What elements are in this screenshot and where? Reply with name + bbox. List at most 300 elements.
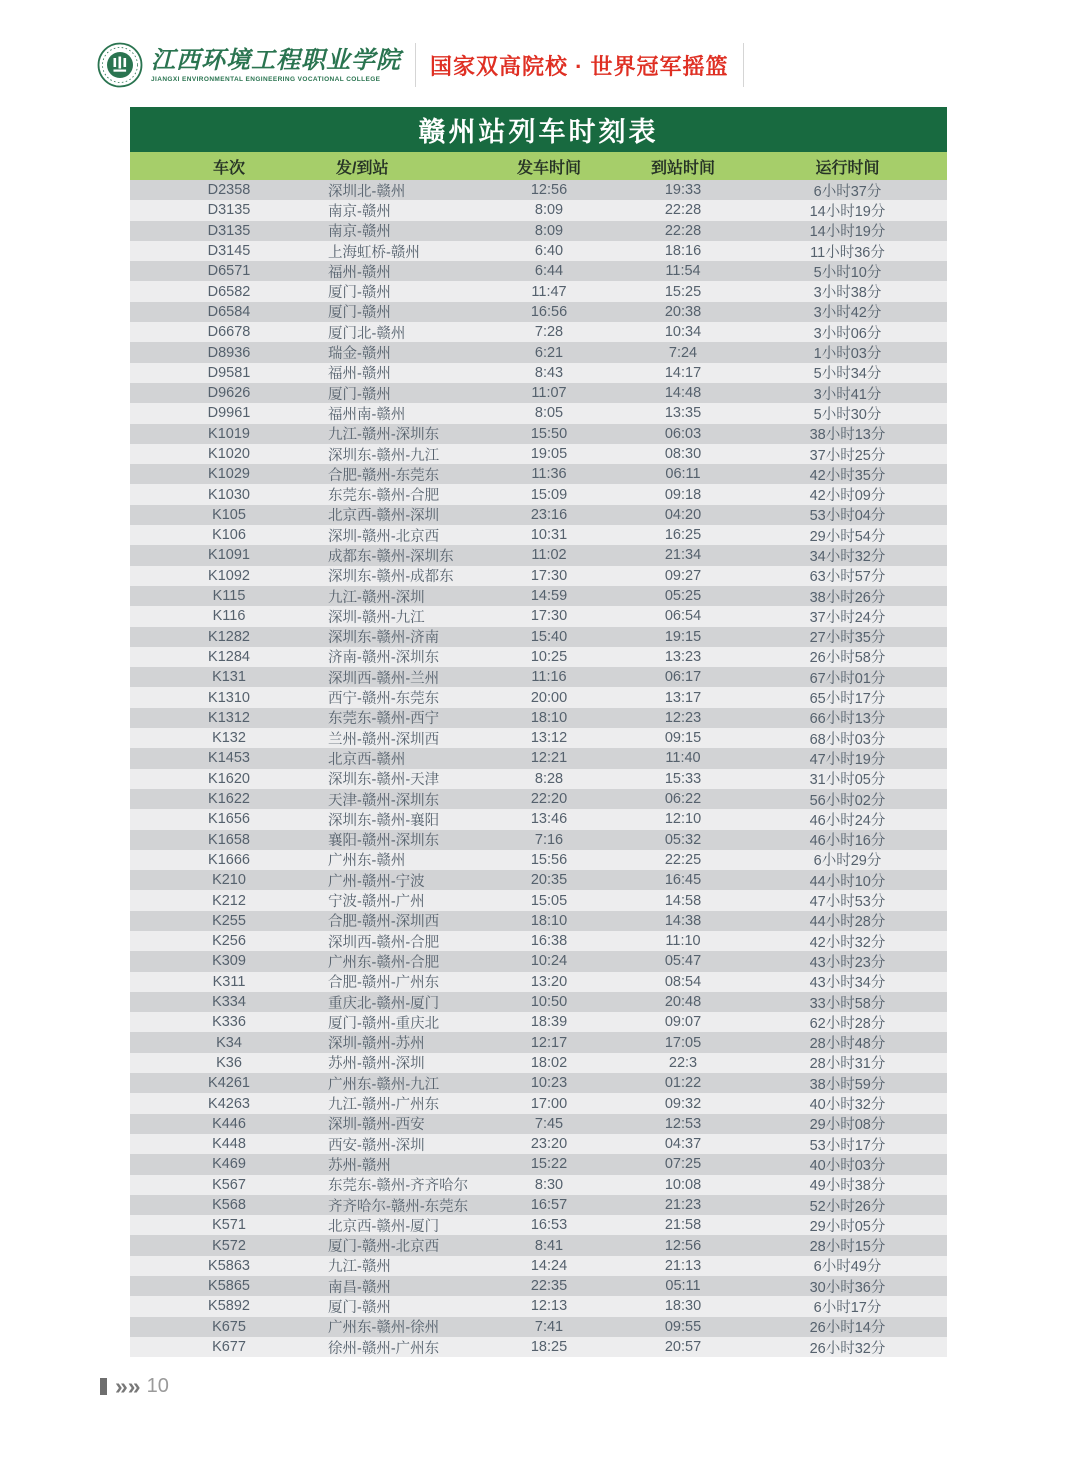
arrival-time: 05:47 — [664, 953, 702, 970]
table-row — [130, 1012, 947, 1032]
departure-time: 8:09 — [534, 222, 564, 239]
route: 深圳-赣州-九江 — [328, 609, 425, 626]
arrival-time: 20:38 — [664, 303, 702, 320]
duration: 29小时08分 — [809, 1117, 886, 1134]
table-row — [130, 890, 947, 910]
train-number: K105 — [212, 506, 246, 523]
footer — [100, 1373, 169, 1399]
table-row — [130, 403, 947, 423]
train-number: K1020 — [208, 446, 250, 462]
route: 九江-赣州-深圳东 — [328, 427, 440, 444]
college-name-en: JIANGXI ENVIRONMENTAL ENGINEERING VOCATIONAL COLLEGE — [151, 76, 381, 83]
arrival-time: 22:25 — [664, 851, 702, 868]
duration: 6小时49分 — [813, 1259, 882, 1276]
duration: 34小时32分 — [809, 549, 886, 565]
route: 深圳东-赣州-成都东 — [328, 569, 454, 586]
departure-time: 16:56 — [530, 303, 568, 320]
duration: 6小时29分 — [813, 853, 882, 870]
arrival-time: 7:24 — [668, 344, 698, 361]
arrival-time: 14:48 — [664, 385, 702, 402]
departure-time: 8:05 — [534, 405, 564, 422]
table-row — [130, 931, 947, 951]
college-name-block — [151, 47, 401, 83]
train-number: K5863 — [208, 1257, 250, 1274]
departure-time: 6:21 — [534, 344, 564, 361]
duration: 38小时59分 — [809, 1076, 886, 1093]
route: 西宁-赣州-东莞东 — [328, 691, 440, 708]
route: 九江-赣州-深圳 — [328, 589, 425, 606]
table-row — [130, 1073, 947, 1093]
duration: 30小时36分 — [809, 1279, 886, 1296]
route: 东莞东-赣州-西宁 — [328, 711, 440, 728]
departure-time: 12:17 — [530, 1034, 568, 1051]
arrival-time: 11:40 — [665, 750, 701, 767]
train-number: K34 — [216, 1034, 242, 1051]
arrival-time: 18:30 — [664, 1298, 702, 1315]
departure-time: 10:25 — [530, 648, 568, 665]
duration: 28小时15分 — [809, 1239, 886, 1256]
train-number: K309 — [212, 953, 246, 970]
route: 深圳北-赣州 — [328, 183, 406, 200]
departure-time: 17:00 — [530, 1095, 568, 1112]
arrival-time: 21:23 — [664, 1196, 702, 1213]
arrival-time: 22:28 — [664, 202, 702, 219]
table-row — [130, 667, 947, 687]
duration: 29小时54分 — [809, 528, 886, 545]
departure-time: 17:30 — [530, 608, 568, 625]
route: 东莞东-赣州-合肥 — [328, 488, 440, 505]
departure-time: 11:47 — [531, 283, 567, 300]
duration: 42小时09分 — [809, 488, 886, 505]
train-number: K1453 — [208, 750, 250, 767]
table-row — [130, 830, 947, 850]
departure-time: 6:40 — [534, 243, 564, 260]
route: 兰州-赣州-深圳西 — [328, 731, 440, 748]
duration: 5小时10分 — [813, 264, 882, 281]
departure-time: 23:16 — [530, 506, 568, 523]
duration: 38小时26分 — [809, 589, 886, 606]
duration: 46小时16分 — [809, 833, 886, 850]
duration: 38小时13分 — [809, 427, 886, 444]
duration: 47小时53分 — [809, 894, 886, 911]
arrival-time: 09:55 — [664, 1318, 702, 1335]
arrival-time: 07:25 — [664, 1156, 702, 1173]
arrival-time: 09:15 — [664, 730, 702, 747]
route: 深圳西-赣州-兰州 — [328, 670, 440, 687]
duration: 5小时30分 — [813, 406, 882, 423]
table-row — [130, 1195, 947, 1215]
arrival-time: 12:56 — [664, 1237, 702, 1254]
arrival-time: 09:18 — [664, 486, 702, 503]
arrival-time: 12:10 — [664, 811, 702, 828]
route: 厦门-赣州-重庆北 — [328, 1015, 440, 1032]
route: 苏州-赣州-深圳 — [328, 1056, 425, 1073]
route: 九江-赣州-广州东 — [328, 1097, 440, 1114]
train-number: K1029 — [208, 466, 250, 483]
table-row — [130, 911, 947, 931]
departure-time: 12:13 — [530, 1298, 568, 1315]
train-number: K131 — [212, 669, 246, 686]
arrival-time: 05:32 — [664, 831, 702, 848]
header-divider — [743, 43, 744, 87]
duration: 63小时57分 — [809, 569, 886, 586]
table-row — [130, 1093, 947, 1113]
table-row — [130, 627, 947, 647]
table-row — [130, 1175, 947, 1195]
departure-time: 14:24 — [530, 1257, 568, 1274]
duration: 44小时10分 — [809, 873, 886, 890]
table-row — [130, 728, 947, 748]
departure-time: 10:24 — [530, 953, 568, 970]
table-row — [130, 363, 947, 383]
arrival-time: 09:27 — [664, 567, 702, 584]
departure-time: 11:07 — [531, 385, 567, 402]
route: 南京-赣州 — [328, 224, 391, 241]
departure-time: 15:56 — [530, 851, 568, 868]
departure-time: 6:44 — [534, 263, 564, 280]
duration: 14小时19分 — [809, 203, 886, 220]
table-row — [130, 687, 947, 707]
duration: 56小时02分 — [809, 792, 886, 809]
route: 厦门-赣州 — [328, 305, 391, 322]
arrival-time: 04:37 — [664, 1136, 702, 1153]
page-forward-icon: »» — [115, 1373, 141, 1399]
train-number: K1092 — [208, 567, 250, 584]
route: 福州南-赣州 — [328, 406, 406, 423]
arrival-time: 08:54 — [664, 973, 702, 990]
duration: 37小时24分 — [809, 609, 886, 626]
column-header: 发/到站 — [336, 159, 389, 177]
table-row — [130, 241, 947, 261]
departure-time: 11:02 — [531, 547, 567, 564]
table-row — [130, 992, 947, 1012]
departure-time: 10:31 — [530, 527, 568, 544]
table-row — [130, 1053, 947, 1073]
train-number: K1030 — [208, 486, 250, 503]
route: 深圳-赣州-西安 — [328, 1117, 425, 1134]
duration: 26小时32分 — [809, 1340, 886, 1357]
train-number: K1312 — [208, 709, 250, 726]
route: 深圳西-赣州-合肥 — [328, 934, 440, 951]
table-row — [130, 1317, 947, 1337]
train-number: K106 — [212, 527, 246, 544]
train-number: K448 — [212, 1136, 246, 1153]
table-row — [130, 200, 947, 220]
departure-time: 13:12 — [530, 730, 568, 747]
timetable-body — [130, 180, 947, 1357]
arrival-time: 05:11 — [665, 1278, 701, 1295]
train-number: K567 — [212, 1176, 246, 1193]
arrival-time: 20:57 — [664, 1339, 702, 1356]
route: 广州-赣州-宁波 — [328, 873, 425, 890]
arrival-time: 06:22 — [664, 791, 702, 808]
route: 广州东-赣州-徐州 — [328, 1320, 440, 1337]
train-number: K1019 — [208, 425, 250, 442]
college-name: 江西环境工程职业学院 — [151, 45, 401, 74]
route: 深圳-赣州-苏州 — [328, 1036, 425, 1053]
duration: 65小时17分 — [809, 691, 886, 708]
duration: 40小时32分 — [809, 1097, 886, 1114]
arrival-time: 15:33 — [664, 770, 702, 787]
arrival-time: 11:54 — [665, 263, 701, 280]
train-number: K1656 — [208, 811, 250, 828]
departure-time: 8:43 — [534, 364, 564, 381]
table-row — [130, 850, 947, 870]
route: 合肥-赣州-东莞东 — [328, 467, 440, 484]
departure-time: 11:36 — [531, 466, 567, 483]
duration: 43小时23分 — [809, 954, 886, 971]
train-number: K5892 — [208, 1298, 250, 1315]
departure-time: 14:59 — [530, 588, 568, 605]
duration: 33小时58分 — [809, 995, 886, 1012]
table-row — [130, 951, 947, 971]
table-row — [130, 525, 947, 545]
duration: 53小时17分 — [809, 1137, 886, 1154]
duration: 26小时58分 — [809, 650, 886, 667]
train-number: K675 — [212, 1318, 246, 1335]
route: 北京西-赣州 — [328, 751, 406, 768]
table-row — [130, 769, 947, 789]
route: 深圳东-赣州-天津 — [328, 772, 440, 789]
train-number: D6678 — [207, 324, 251, 341]
route: 广州东-赣州 — [328, 853, 406, 870]
table-row — [130, 1337, 947, 1357]
arrival-time: 06:03 — [664, 425, 702, 442]
departure-time: 15:50 — [530, 425, 568, 442]
page-number: 10 — [146, 1375, 169, 1397]
train-number: K4261 — [208, 1075, 250, 1092]
train-number: K336 — [212, 1014, 246, 1031]
arrival-time: 13:17 — [664, 689, 702, 706]
table-row — [130, 383, 947, 403]
table-row — [130, 444, 947, 464]
departure-time: 18:02 — [530, 1054, 568, 1071]
departure-time: 22:20 — [530, 791, 568, 808]
duration: 49小时38分 — [809, 1178, 886, 1195]
table-row — [130, 1134, 947, 1154]
table-row — [130, 322, 947, 342]
route: 北京西-赣州-深圳 — [328, 508, 440, 525]
duration: 40小时03分 — [809, 1157, 886, 1174]
train-number: K1284 — [208, 648, 250, 665]
arrival-time: 14:17 — [664, 364, 702, 381]
column-header: 发车时间 — [516, 159, 581, 177]
arrival-time: 22:28 — [664, 222, 702, 239]
table-row — [130, 302, 947, 322]
arrival-time: 22:3 — [668, 1054, 698, 1071]
duration: 37小时25分 — [809, 447, 886, 464]
arrival-time: 16:25 — [664, 527, 702, 544]
departure-time: 16:57 — [530, 1196, 568, 1213]
duration: 42小时35分 — [809, 467, 886, 484]
arrival-time: 16:45 — [664, 872, 702, 889]
column-header: 车次 — [212, 159, 245, 177]
departure-time: 10:23 — [530, 1075, 568, 1092]
departure-time: 13:46 — [530, 811, 568, 828]
route: 齐齐哈尔-赣州-东莞东 — [328, 1198, 469, 1215]
train-number: K210 — [212, 872, 246, 889]
train-number: K255 — [212, 912, 246, 929]
duration: 28小时31分 — [809, 1056, 886, 1073]
duration: 44小时28分 — [809, 914, 886, 931]
route: 重庆北-赣州-厦门 — [328, 995, 440, 1012]
arrival-time: 14:38 — [664, 912, 702, 929]
train-number: K469 — [212, 1156, 246, 1173]
table-row — [130, 424, 947, 444]
arrival-time: 12:23 — [664, 709, 702, 726]
table-row — [130, 342, 947, 362]
train-number: K571 — [212, 1217, 246, 1234]
train-number: K1310 — [208, 689, 250, 706]
duration: 29小时05分 — [809, 1218, 886, 1235]
duration: 47小时19分 — [809, 751, 886, 768]
arrival-time: 06:54 — [664, 608, 702, 625]
route: 深圳东-赣州-济南 — [328, 630, 440, 647]
departure-time: 15:05 — [530, 892, 568, 909]
departure-time: 19:05 — [530, 446, 568, 462]
departure-time: 8:28 — [534, 770, 564, 787]
arrival-time: 17:05 — [664, 1034, 702, 1051]
timetable-title: 赣州站列车时刻表 — [130, 107, 947, 152]
table-row — [130, 261, 947, 281]
table-row — [130, 1154, 947, 1174]
departure-time: 22:35 — [530, 1278, 568, 1295]
departure-time: 15:22 — [530, 1156, 568, 1173]
train-number: K1622 — [208, 791, 250, 808]
duration: 5小时34分 — [813, 366, 882, 383]
train-number: D3145 — [207, 243, 251, 260]
table-row — [130, 1032, 947, 1052]
arrival-time: 18:16 — [664, 243, 702, 260]
departure-time: 18:10 — [530, 912, 568, 929]
table-row — [130, 545, 947, 565]
route: 九江-赣州 — [328, 1259, 391, 1276]
route: 深圳东-赣州-九江 — [328, 447, 440, 464]
duration: 46小时24分 — [809, 812, 886, 829]
table-row — [130, 1256, 947, 1276]
route: 福州-赣州 — [328, 366, 391, 383]
departure-time: 7:28 — [534, 324, 564, 341]
departure-time: 18:10 — [530, 709, 568, 726]
arrival-time: 10:34 — [664, 324, 702, 341]
arrival-time: 06:11 — [665, 466, 701, 483]
train-number: K1282 — [208, 628, 250, 645]
route: 徐州-赣州-广州东 — [328, 1340, 440, 1357]
duration: 3小时06分 — [813, 325, 882, 342]
train-number: D6584 — [207, 303, 251, 320]
train-number: D3135 — [207, 222, 251, 239]
arrival-time: 21:13 — [664, 1257, 702, 1274]
table-row — [130, 708, 947, 728]
departure-time: 12:21 — [530, 750, 568, 767]
train-number: K212 — [212, 892, 246, 909]
route: 南昌-赣州 — [328, 1279, 391, 1296]
table-row — [130, 221, 947, 241]
departure-time: 20:35 — [530, 872, 568, 889]
train-number: D6582 — [207, 283, 251, 300]
route: 北京西-赣州-厦门 — [328, 1218, 440, 1235]
train-number: K572 — [212, 1237, 246, 1254]
route: 南京-赣州 — [328, 203, 391, 220]
duration: 42小时32分 — [809, 934, 886, 951]
table-row — [130, 586, 947, 606]
train-number: D8936 — [207, 344, 251, 361]
route: 合肥-赣州-深圳西 — [328, 914, 440, 931]
duration: 67小时01分 — [809, 670, 886, 687]
arrival-time: 09:32 — [664, 1095, 702, 1112]
route: 厦门-赣州-北京西 — [328, 1239, 440, 1256]
duration: 66小时13分 — [809, 711, 886, 728]
train-number: K568 — [212, 1196, 246, 1213]
route: 广州东-赣州-九江 — [328, 1076, 440, 1093]
departure-time: 11:16 — [531, 669, 567, 686]
train-number: K256 — [212, 933, 246, 950]
table-row — [130, 1114, 947, 1134]
arrival-time: 19:15 — [664, 628, 702, 645]
table-row — [130, 281, 947, 301]
arrival-time: 12:53 — [664, 1115, 702, 1132]
table-row — [130, 789, 947, 809]
duration: 62小时28分 — [809, 1015, 886, 1032]
duration: 11小时36分 — [810, 244, 885, 261]
train-number: D3135 — [207, 202, 251, 219]
table-row — [130, 972, 947, 992]
route: 东莞东-赣州-齐齐哈尔 — [328, 1178, 469, 1195]
duration: 28小时48分 — [809, 1036, 886, 1053]
page-indicator-bar-icon — [100, 1378, 107, 1395]
arrival-time: 19:33 — [664, 182, 702, 199]
table-row — [130, 1276, 947, 1296]
departure-time: 8:41 — [534, 1237, 564, 1254]
train-number: K1620 — [208, 770, 250, 787]
timetable-header-row — [130, 152, 947, 180]
arrival-time: 15:25 — [664, 283, 702, 300]
arrival-time: 01:22 — [664, 1075, 702, 1092]
departure-time: 18:39 — [530, 1014, 568, 1031]
duration: 6小时37分 — [813, 183, 882, 200]
train-number: K446 — [212, 1115, 246, 1132]
train-number: K1091 — [208, 547, 250, 564]
train-number: K5865 — [208, 1278, 250, 1295]
departure-time: 7:16 — [534, 831, 564, 848]
train-number: K1658 — [208, 831, 250, 848]
route: 厦门-赣州 — [328, 1299, 391, 1316]
table-row — [130, 505, 947, 525]
train-number: K1666 — [208, 851, 250, 868]
duration: 26小时14分 — [809, 1320, 886, 1337]
route: 天津-赣州-深圳东 — [328, 792, 440, 809]
departure-time: 20:00 — [530, 689, 568, 706]
table-row — [130, 180, 947, 200]
route: 瑞金-赣州 — [328, 346, 391, 363]
arrival-time: 21:34 — [664, 547, 702, 564]
train-number: D6571 — [207, 263, 251, 280]
table-row — [130, 1235, 947, 1255]
arrival-time: 05:25 — [664, 588, 702, 605]
departure-time: 16:53 — [530, 1217, 568, 1234]
departure-time: 8:30 — [534, 1176, 564, 1193]
train-number: K677 — [212, 1339, 246, 1356]
departure-time: 10:50 — [530, 994, 568, 1011]
route: 宁波-赣州-广州 — [328, 894, 425, 911]
duration: 53小时04分 — [809, 508, 886, 525]
brand-header — [97, 42, 758, 88]
route: 成都东-赣州-深圳东 — [328, 549, 454, 565]
departure-time: 13:20 — [530, 973, 568, 990]
duration: 31小时05分 — [809, 772, 886, 789]
departure-time: 23:20 — [530, 1136, 568, 1153]
arrival-time: 11:10 — [665, 933, 701, 950]
